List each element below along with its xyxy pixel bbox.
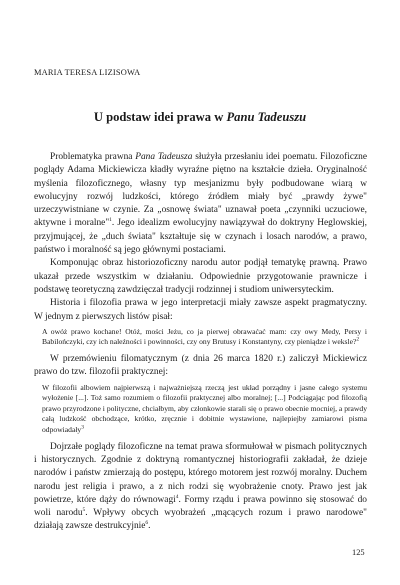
work-title-inline: Pana Tadeusza xyxy=(135,152,193,162)
author-name: MARIA TERESA LIZISOWA xyxy=(34,68,141,77)
page-number: 125 xyxy=(352,548,365,557)
paragraph-text: . Wpływy obcych wyobrażeń „mącących rozum i prawo narodowe" działają zawsze destrukcyjnie xyxy=(34,508,367,532)
quote-text: W filozofii albowiem najpierwszą i najważniejszą rzeczą jest układ porządny i jasne całego systemu wyłożenie [...]. Toż samo rozumiem o filozofii praktycznej albo moralnej; [...] Podciągając pod filozofią prawo przyrodzone i polityczne, chciałbym, aby członkowie starali się o prawo obecnie mocniej, a prawdy całą ludzkość obchodzące, krótko, zręcznie i dobitnie wystawione, najlepiejby zamiarowi pisma odpowiadały xyxy=(42,382,367,435)
paragraph-text: służyła przesłaniu idei poematu. Filozoficzne poglądy Adama Mickiewicza kładły wyraźne piętno na kształcie dzieła. Oryginalność myślenia filozoficznego, własny typ mesjanizmu były podbudowane wiarą w ewolucyjny rozwój ludzkości, którego źródłem miały być „prawdy żywe" urzeczywistniane w czynie. Za „osnowę świata" uznawał poeta „czynniki uczuciowe, aktywne i moralne" xyxy=(34,152,367,229)
paragraph-composition: Komponując obraz historiozoficzny narodu autor podjął tematykę prawną. Prawo ukazał przede wszystkim w działaniu. Odpowiednie przygotowanie prawnicze i podstawę teoretyczną zawdzięczał tradycji rodzinnej i studiom uniwersyteckim. xyxy=(34,258,367,295)
footnote-marker: 4 xyxy=(175,493,179,500)
title-prefix: U podstaw idei prawa w xyxy=(93,110,227,124)
paragraph-text: Problematyka prawna xyxy=(50,152,136,162)
paragraph-text: . Formy rządu i prawa powinno się stosować do woli narodu xyxy=(34,494,367,519)
paragraph-text: Dojrzałe poglądy filozoficzne na temat prawa sformułował w pismach politycznych i historycznych. Zgodnie z doktryną romantycznej historiografii zakładał, że dzieje narodów i państw zmierzają do postępu, którego motorem jest rozwój moralny. Duchem narodu jest religia i prawo, a z nich rodzi się wyobrażenie cnoty. Prawo jest jak powietrze, które dąży do równowagi xyxy=(34,441,367,505)
block-quote-letter xyxy=(34,327,367,348)
paragraph-history: Historia i filozofia prawa w jego interpretacji miały zawsze aspekt pragmatyczny. W jednym z pierwszych listów pisał: xyxy=(34,298,367,322)
footnote-marker: 2 xyxy=(356,336,360,343)
paragraph-text: . xyxy=(148,521,151,532)
paragraph-views xyxy=(34,441,367,534)
article-title xyxy=(0,110,400,125)
footnote-marker: 5 xyxy=(82,506,86,513)
block-quote-speech xyxy=(34,383,367,436)
paragraph-intro xyxy=(34,151,367,257)
article-body xyxy=(34,151,367,534)
title-work: Panu Tadeuszu xyxy=(226,110,307,124)
quote-text: A owóż prawo kochane! Otóż, mości Jeżu, co ja pierwej obrawaćać mam: czy owy Medy, Persy i Babilończyki, czy ich naleźności i powinności, czy ony Brutusy i Konstantyny, czy pieniądze i weksle? xyxy=(42,326,367,347)
footnote-marker: 3 xyxy=(81,424,84,431)
paragraph-text: . Jego idealizm ewolucyjny nawiązywał do doktryny Heglowskiej, przyjmującej, że „duch świata" kształtuje się w czynach i losach narodów, a prawo, państwo i moralność są jego głównymi postaciami. xyxy=(34,218,367,256)
footnote-marker: 1 xyxy=(109,217,112,224)
footnote-marker: 6 xyxy=(145,520,149,527)
paragraph-speech: W przemówieniu filomatycznym (z dnia 26 marca 1820 r.) zaliczył Mickiewicz prawo do tzw. filozofii praktycznej: xyxy=(34,354,367,378)
